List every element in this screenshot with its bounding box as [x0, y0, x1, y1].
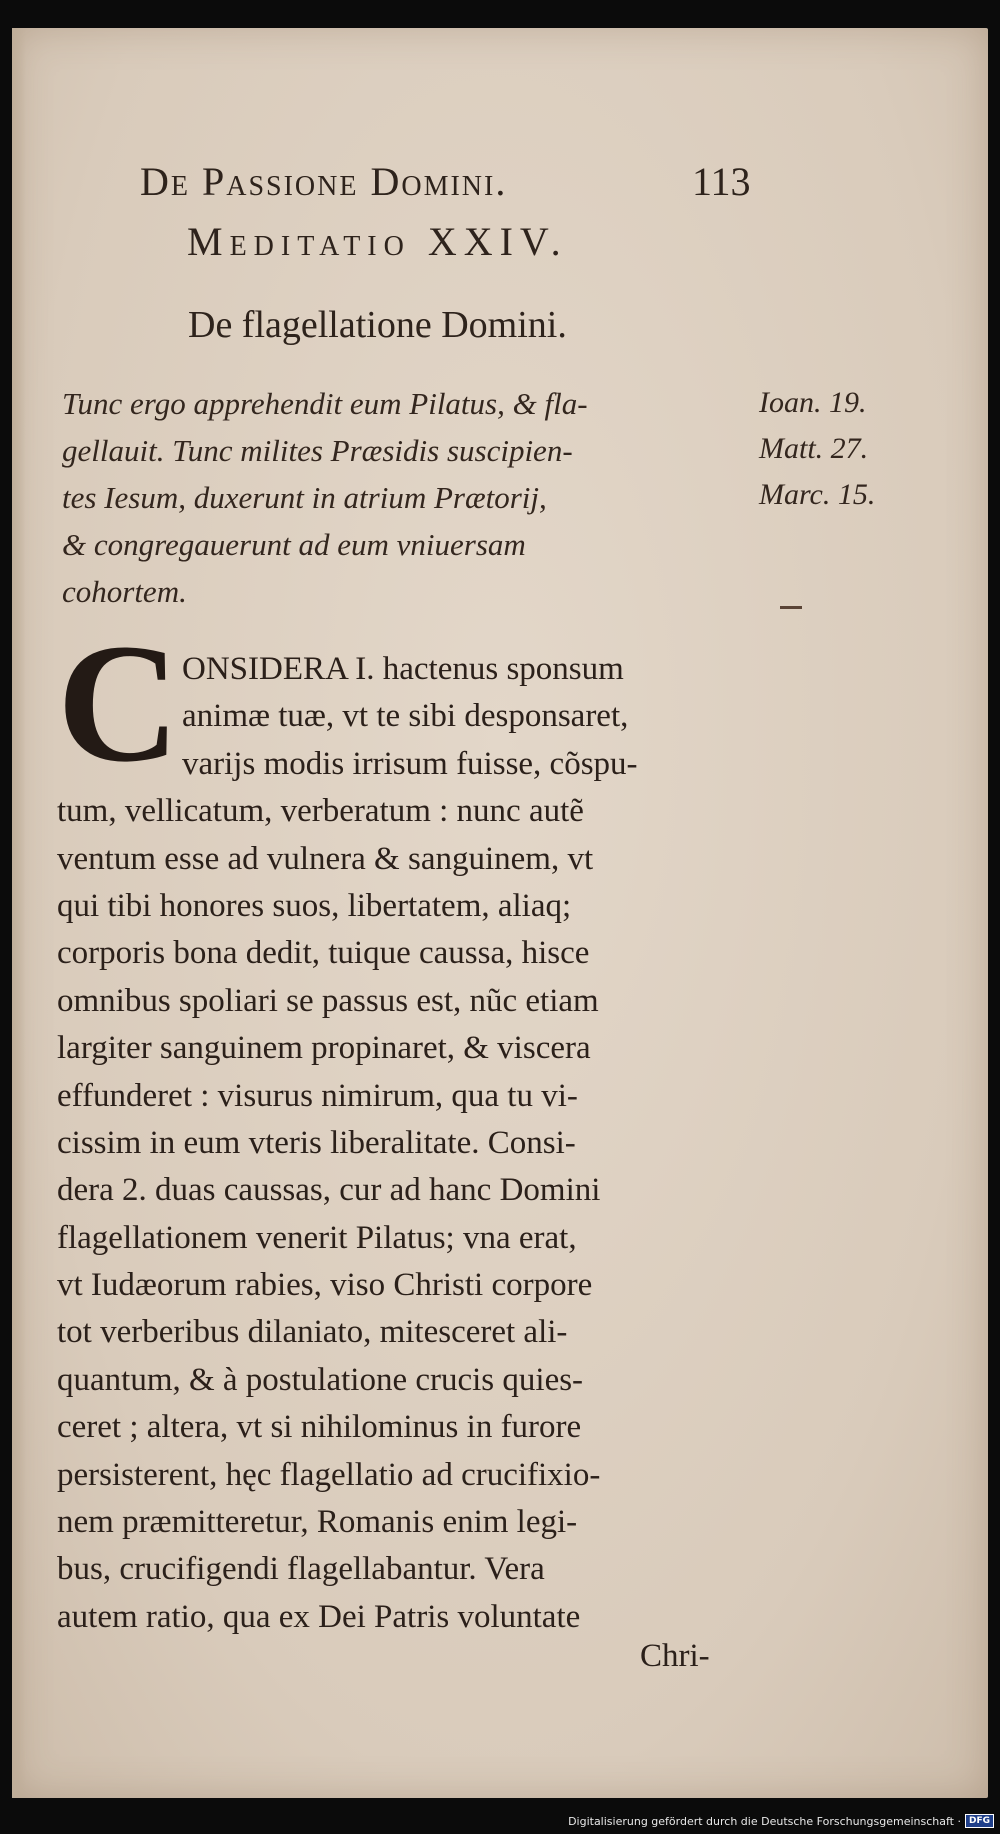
body-line: omnibus spoliari se passus est, nũc etiam [57, 982, 599, 1019]
body-line: persisterent, hęc flagellatio ad crucifixio- [57, 1456, 601, 1493]
body-line: bus, crucifigendi flagellabantur. Vera [57, 1551, 545, 1588]
scripture-line: cohortem. [62, 574, 187, 609]
margin-reference: Ioan. 19. [759, 386, 867, 419]
book-page [12, 28, 988, 1798]
body-line: ventum esse ad vulnera & sanguinem, vt [57, 840, 594, 877]
margin-reference: Matt. 27. [759, 432, 869, 465]
body-line: ONSIDERA I. hactenus sponsum [182, 651, 624, 687]
running-head [12, 158, 988, 218]
body-line: cissim in eum vteris liberalitate. Consi- [57, 1124, 576, 1161]
body-line: animæ tuæ, vt te sibi desponsaret, [182, 698, 629, 735]
body-line: flagellationem venerit Pilatus; vna erat, [57, 1219, 577, 1256]
body-line: qui tibi honores suos, libertatem, aliaq; [57, 887, 572, 924]
scripture-line: tes Iesum, duxerunt in atrium Prætorij, [62, 480, 547, 515]
page-gutter-shadow [12, 28, 26, 1798]
body-line: autem ratio, qua ex Dei Patris voluntate [57, 1598, 581, 1635]
margin-reference: Marc. 15. [759, 478, 876, 511]
body-line: dera 2. duas caussas, cur ad hanc Domini [57, 1172, 601, 1209]
body-line: vt Iudæorum rabies, viso Christi corpore [57, 1267, 593, 1304]
body-line: corporis bona dedit, tuique caussa, hisce [57, 935, 590, 972]
scripture-quote [62, 380, 752, 615]
body-line: varijs modis irrisum fuisse, cõspu- [182, 745, 638, 782]
meditation-heading: Meditatio XXIV. [187, 219, 568, 264]
drop-cap-initial: C [57, 609, 180, 797]
margin-divider [780, 606, 802, 609]
body-text [57, 646, 747, 1641]
body-line: tot verberibus dilaniato, mitesceret ali- [57, 1314, 568, 1351]
credit-text: Digitalisierung gefördert durch die Deutsche Forschungsgemeinschaft · [568, 1814, 961, 1828]
page-number: 113 [692, 159, 751, 204]
running-title: De Passione Domini. [140, 159, 508, 204]
scripture-line: & congregauerunt ad eum vniuersam [62, 527, 526, 562]
scripture-line: gellauit. Tunc milites Præsidis suscipien- [62, 433, 573, 468]
dfg-logo: DFG [965, 1814, 994, 1828]
body-line: ceret ; altera, vt si nihilominus in furore [57, 1409, 582, 1446]
body-line: quantum, & à postulatione crucis quies- [57, 1361, 584, 1398]
section-subtitle: De flagellatione Domini. [188, 304, 567, 346]
scripture-line: Tunc ergo apprehendit eum Pilatus, & fla- [62, 386, 588, 421]
margin-references [759, 380, 959, 518]
body-line: largiter sanguinem propinaret, & viscera [57, 1030, 591, 1067]
catchword: Chri- [640, 1638, 710, 1674]
body-line: effunderet : visurus nimirum, qua tu vi- [57, 1077, 578, 1114]
body-line: tum, vellicatum, verberatum : nunc autẽ [57, 793, 584, 830]
body-line: nem præmitteretur, Romanis enim legi- [57, 1504, 578, 1541]
digitization-credit [568, 1814, 994, 1828]
